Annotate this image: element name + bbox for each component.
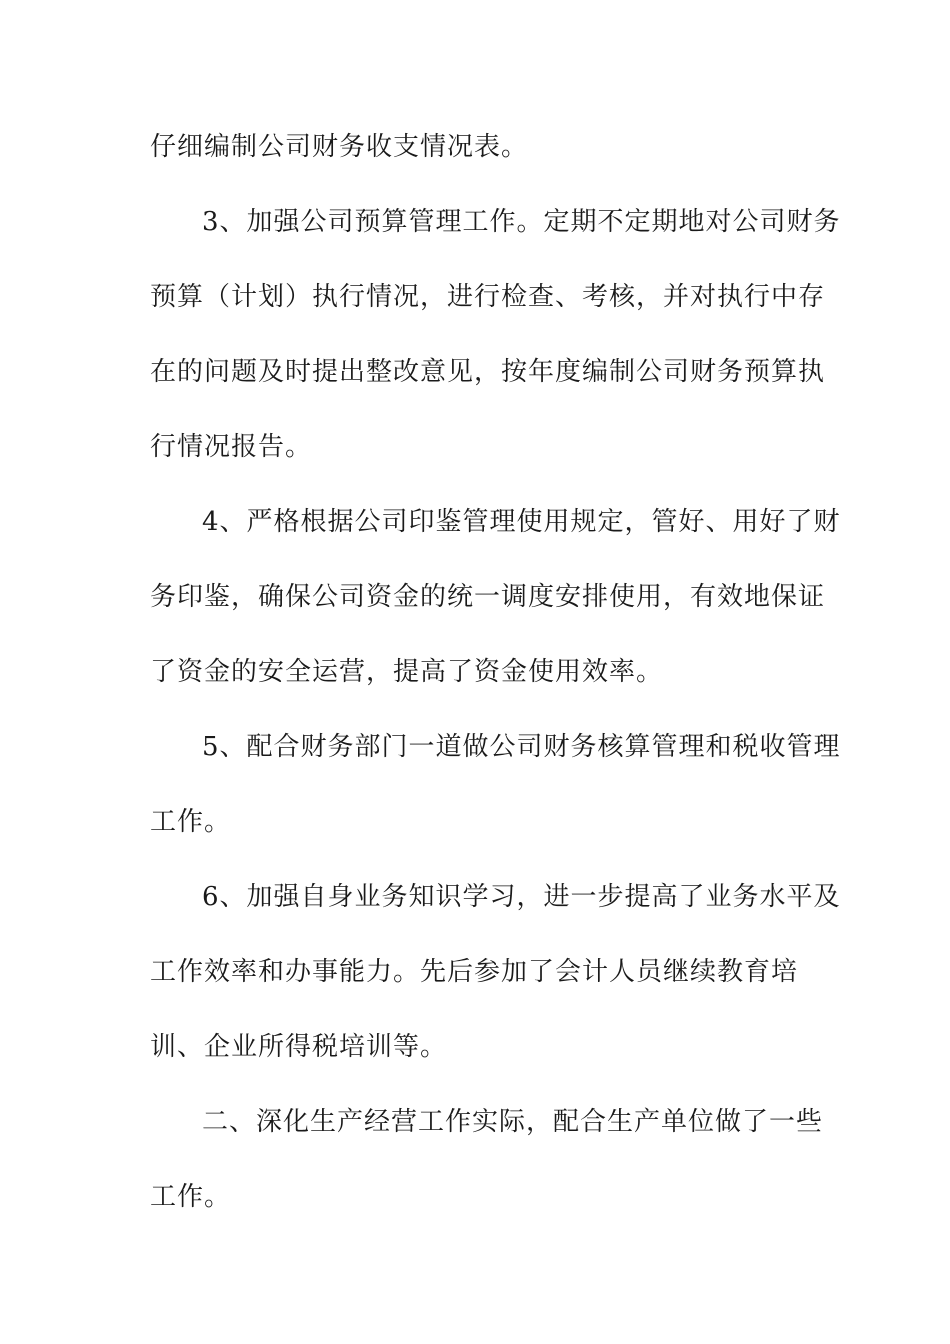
text-line: 行情况报告。: [150, 432, 313, 462]
text-line: 了资金的安全运营，提高了资金使用效率。: [150, 657, 664, 687]
text-line: 工作。: [150, 807, 232, 837]
text-line: 务印鉴，确保公司资金的统一调度安排使用，有效地保证: [150, 582, 826, 612]
text-line: 训、企业所得税培训等。: [150, 1032, 448, 1062]
text-line: 预算（计划）执行情况，进行检查、考核，并对执行中存: [150, 282, 826, 312]
paragraph-first-line: 3、加强公司预算管理工作。定期不定期地对公司财务: [202, 207, 841, 237]
paragraph-first-line: 二、深化生产经营工作实际，配合生产单位做了一些: [202, 1107, 824, 1137]
document-body: [150, 110, 841, 1235]
paragraph-first-line: 4、严格根据公司印鉴管理使用规定，管好、用好了财: [202, 507, 841, 537]
text-line: 仔细编制公司财务收支情况表。: [150, 132, 529, 162]
paragraph-first-line: 6、加强自身业务知识学习，进一步提高了业务水平及: [202, 882, 841, 912]
text-line: 工作。: [150, 1182, 232, 1212]
text-line: 工作效率和办事能力。先后参加了会计人员继续教育培: [150, 957, 799, 987]
paragraph-first-line: 5、配合财务部门一道做公司财务核算管理和税收管理: [202, 732, 841, 762]
text-line: 在的问题及时提出整改意见，按年度编制公司财务预算执: [150, 357, 826, 387]
